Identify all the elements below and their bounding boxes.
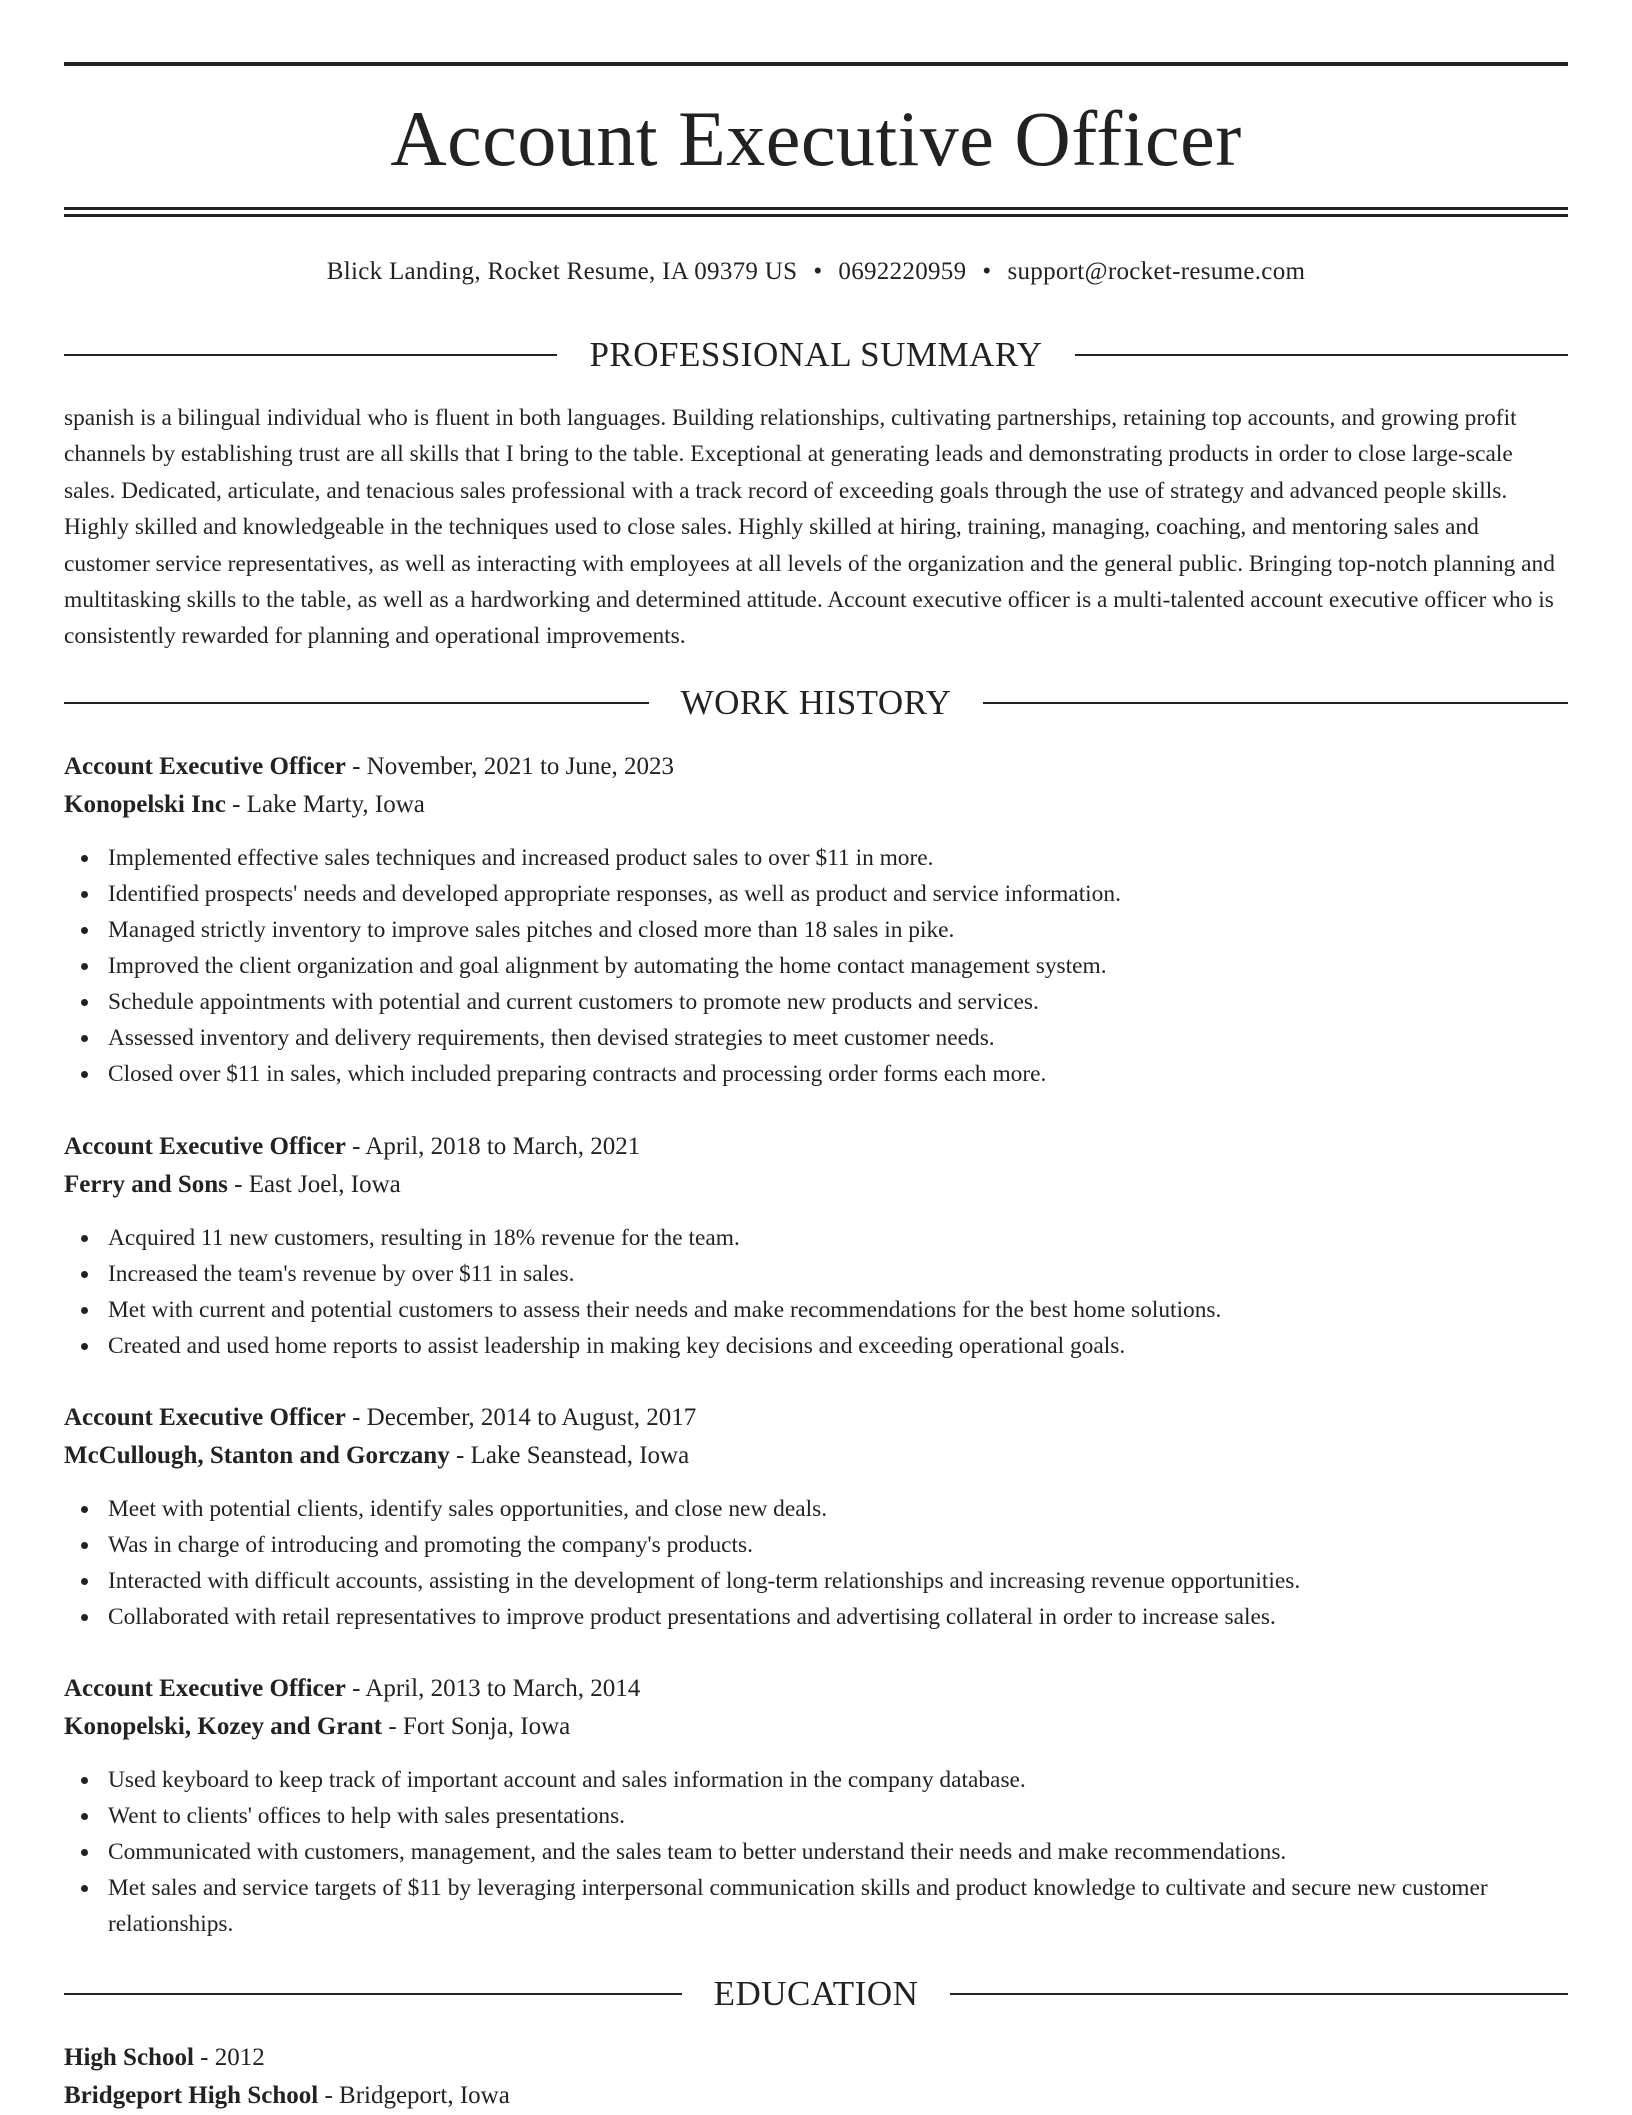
job-bullet: Communicated with customers, management, and the sales team to better understand their needs and make recommendations. <box>64 1834 1568 1870</box>
heading-rule-left <box>64 702 649 704</box>
heading-rule-right <box>950 1993 1568 1995</box>
job-bullet: Managed strictly inventory to improve sales pitches and closed more than 18 sales in pike. <box>64 912 1568 948</box>
contact-address: Blick Landing, Rocket Resume, IA 09379 US <box>326 258 798 285</box>
education-heading-label: EDUCATION <box>713 1974 919 2013</box>
job-company-line <box>64 1437 1568 1475</box>
job-bullet: Increased the team's revenue by over $11 in sales. <box>64 1256 1568 1292</box>
contact-separator: • <box>813 258 823 285</box>
education-degree: High School <box>64 2044 194 2071</box>
job-dates: - November, 2021 to June, 2023 <box>345 753 674 780</box>
job-bullet: Improved the client organization and goal alignment by automating the home contact management system. <box>64 948 1568 984</box>
job-company: Konopelski, Kozey and Grant <box>64 1713 383 1740</box>
education-location: - Bridgeport, Iowa <box>318 2082 510 2109</box>
job-bullet: Implemented effective sales techniques and increased product sales to over $11 in more. <box>64 840 1568 876</box>
job-bullets <box>64 1220 1568 1364</box>
job-location: - East Joel, Iowa <box>227 1171 401 1198</box>
job-dates: - April, 2018 to March, 2021 <box>345 1133 641 1160</box>
job-title: Account Executive Officer <box>64 1133 346 1160</box>
job-company-line <box>64 1166 1568 1204</box>
title-double-rule <box>64 207 1568 217</box>
job-title-line <box>64 1128 1568 1166</box>
contact-line <box>64 259 1568 284</box>
job-company: McCullough, Stanton and Gorczany <box>64 1442 450 1469</box>
job-bullet: Closed over $11 in sales, which included preparing contracts and processing order forms each more. <box>64 1056 1568 1092</box>
summary-heading-label: PROFESSIONAL SUMMARY <box>589 335 1043 374</box>
job-title-line <box>64 748 1568 786</box>
job-bullet: Collaborated with retail representatives to improve product presentations and advertising collateral in order to increase sales. <box>64 1599 1568 1635</box>
work-history-section-heading <box>64 685 1568 720</box>
job-dates: - April, 2013 to March, 2014 <box>345 1675 641 1702</box>
job-title-line <box>64 1399 1568 1437</box>
contact-phone: 0692220959 <box>838 258 967 285</box>
job-bullets <box>64 1491 1568 1635</box>
job-location: - Fort Sonja, Iowa <box>382 1713 571 1740</box>
job-bullet: Meet with potential clients, identify sales opportunities, and close new deals. <box>64 1491 1568 1527</box>
heading-rule-left <box>64 1993 682 1995</box>
job-location: - Lake Seanstead, Iowa <box>449 1442 690 1469</box>
top-rule <box>64 62 1568 66</box>
job-title: Account Executive Officer <box>64 753 346 780</box>
job-bullet: Created and used home reports to assist leadership in making key decisions and exceeding operational goals. <box>64 1328 1568 1364</box>
job-bullet: Went to clients' offices to help with sales presentations. <box>64 1798 1568 1834</box>
job-title: Account Executive Officer <box>64 1404 346 1431</box>
education-degree-line <box>64 2039 1568 2077</box>
heading-rule-right <box>1075 354 1568 356</box>
job-bullet: Schedule appointments with potential and current customers to promote new products and services. <box>64 984 1568 1020</box>
education-entry <box>64 2039 1568 2115</box>
job-dates: - December, 2014 to August, 2017 <box>345 1404 697 1431</box>
job-title: Account Executive Officer <box>64 1675 346 1702</box>
job-bullet: Used keyboard to keep track of important account and sales information in the company database. <box>64 1762 1568 1798</box>
contact-separator: • <box>982 258 992 285</box>
job-company: Konopelski Inc <box>64 791 226 818</box>
job-entry <box>64 1128 1568 1364</box>
job-company-line <box>64 786 1568 824</box>
page-title: Account Executive Officer <box>390 95 1242 182</box>
education-school-line <box>64 2077 1568 2115</box>
job-bullet: Met with current and potential customers to assess their needs and make recommendations for the best home solutions. <box>64 1292 1568 1328</box>
contact-email: support@rocket-resume.com <box>1007 258 1306 285</box>
job-company: Ferry and Sons <box>64 1171 228 1198</box>
education-section-heading <box>64 1976 1568 2011</box>
job-bullet: Interacted with difficult accounts, assisting in the development of long-term relationships and increasing revenue opportunities. <box>64 1563 1568 1599</box>
job-title-line <box>64 1670 1568 1708</box>
summary-section-heading <box>64 337 1568 372</box>
education-year: - 2012 <box>193 2044 265 2071</box>
job-location: - Lake Marty, Iowa <box>225 791 425 818</box>
heading-rule-left <box>64 354 557 356</box>
job-entry <box>64 1399 1568 1635</box>
job-entry <box>64 748 1568 1092</box>
job-bullet: Was in charge of introducing and promoting the company's products. <box>64 1527 1568 1563</box>
job-entry <box>64 1670 1568 1942</box>
job-company-line <box>64 1708 1568 1746</box>
job-bullet: Identified prospects' needs and developed appropriate responses, as well as product and service information. <box>64 876 1568 912</box>
summary-text: spanish is a bilingual individual who is fluent in both languages. Building relationships, cultivating partnerships, retaining top accounts, and growing profit channels by establishing trust are all skills that I bring to the table. Exceptional at generating leads and demonstrating products in order to close large-scale sales. Dedicated, articulate, and tenacious sales professional with a track record of exceeding goals through the use of strategy and advanced people skills. Highly skilled and knowledgeable in the techniques used to close sales. Highly skilled at hiring, training, managing, coaching, and mentoring sales and customer service representatives, as well as interacting with employees at all levels of the organization and the general public. Bringing top-notch planning and multitasking skills to the table, as well as a hardworking and determined attitude. Account executive officer is a multi-talented account executive officer who is consistently rewarded for planning and operational improvements. <box>64 405 1555 650</box>
job-bullet: Met sales and service targets of $11 by leveraging interpersonal communication skills and product knowledge to cultivate and secure new customer relationships. <box>64 1870 1568 1942</box>
heading-rule-right <box>983 702 1568 704</box>
education-school: Bridgeport High School <box>64 2082 319 2109</box>
job-bullets <box>64 840 1568 1092</box>
work-history-heading-label: WORK HISTORY <box>680 683 952 722</box>
job-bullet: Assessed inventory and delivery requirements, then devised strategies to meet customer needs. <box>64 1020 1568 1056</box>
job-bullet: Acquired 11 new customers, resulting in 18% revenue for the team. <box>64 1220 1568 1256</box>
job-bullets <box>64 1762 1568 1942</box>
